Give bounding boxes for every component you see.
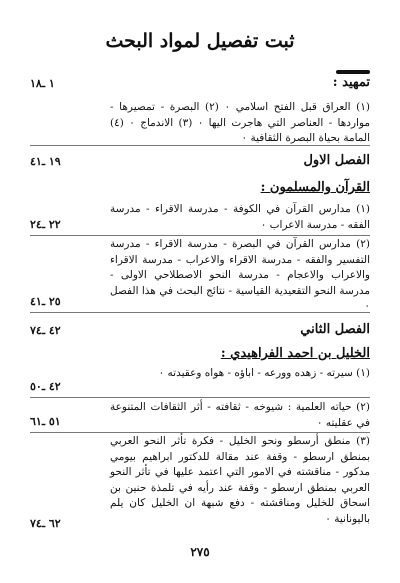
separator bbox=[30, 312, 370, 313]
chapter2-item-pages: ٥١ ـ٦١ bbox=[30, 415, 61, 428]
chapter2-item-pages: ٦٢ ـ٧٤ bbox=[30, 517, 61, 530]
separator bbox=[30, 145, 370, 146]
separator bbox=[30, 235, 370, 236]
separator bbox=[30, 432, 370, 433]
chapter2-pages: ٤٢ ـ٧٤ bbox=[30, 324, 61, 337]
intro-pages: ١ ـ١٨ bbox=[30, 77, 55, 90]
chapter2-item: (٣) منطق أرسطو ونحو الخليل - فكرة تأثر النحو العربي بمنطق ارسطو - وقفة عند مقالة للدكتور ابراهيم بيومي مدكور - مناقشته في الامور التي اعتمد عليها في تأثر النحو العربي بمنطق ارسطو - وقفة عند رأيه في تلمذة حنين بن اسحاق للخليل ومناقشته - دفع شبهة ان الخليل كان يلم باليونانية ٠ bbox=[110, 435, 370, 525]
separator bbox=[30, 397, 370, 398]
chapter1-item: (١) مدارس القرآن في الكوفة - مدرسة الاقراء - مدرسة الفقه - مدرسة الاعراب ٠ bbox=[110, 203, 370, 231]
chapter2-item-pages: ٤٢ ـ٥٠ bbox=[30, 380, 61, 393]
chapter1-heading: الفصل الاول bbox=[303, 153, 370, 168]
intro-text: (١) العراق قبل الفتح اسلامي ٠ (٢) البصرة - تمصيرها - مواردها - العناصر التي هاجرت اليها ٠ (٣) الاندماج ٠ (٤) المامة بحياة البصرة الثقافية ٠ bbox=[110, 101, 370, 144]
chapter2-heading: الفصل الثاني bbox=[300, 322, 370, 337]
chapter1-item-pages: ٢٥ ـ٤١ bbox=[30, 295, 61, 308]
page-number: ٢٧٥ bbox=[190, 545, 210, 559]
page-title: ثبت تفصيل لمواد البحث bbox=[105, 30, 295, 52]
ornament-mark bbox=[336, 70, 370, 74]
chapter2-item: (٢) حياته العلمية : شيوخه - ثقافته - أثر الثقافات المتنوعة في عقليته ٠ bbox=[110, 401, 370, 429]
chapter2-item: (١) سيرته - زهده وورعه - اباؤه - هواه وعقيدته ٠ bbox=[158, 367, 370, 379]
chapter1-item: (٢) مدارس القرآن في البصرة - مدرسة الاقراء - مدرسة التفسير والفقه - مدرسة الاقراء والاعراب - مدرسة الاقراء والاعراب والاعجام - مدرسة النحو الاصطلاحي الاولى - مدرسة النحو التقعيدية القياسية - نتائج البحث في هذا الفصل ٠ bbox=[110, 238, 370, 312]
chapter2-subheading: الخليل بن احمد الفراهيدي : bbox=[220, 346, 370, 361]
chapter1-subheading: القرآن والمسلمون : bbox=[260, 180, 370, 195]
intro-heading: تمهيد : bbox=[332, 75, 370, 90]
chapter1-item-pages: ٢٢ ـ٢٤ bbox=[30, 218, 61, 231]
chapter1-pages: ١٩ ـ٤١ bbox=[30, 155, 61, 168]
